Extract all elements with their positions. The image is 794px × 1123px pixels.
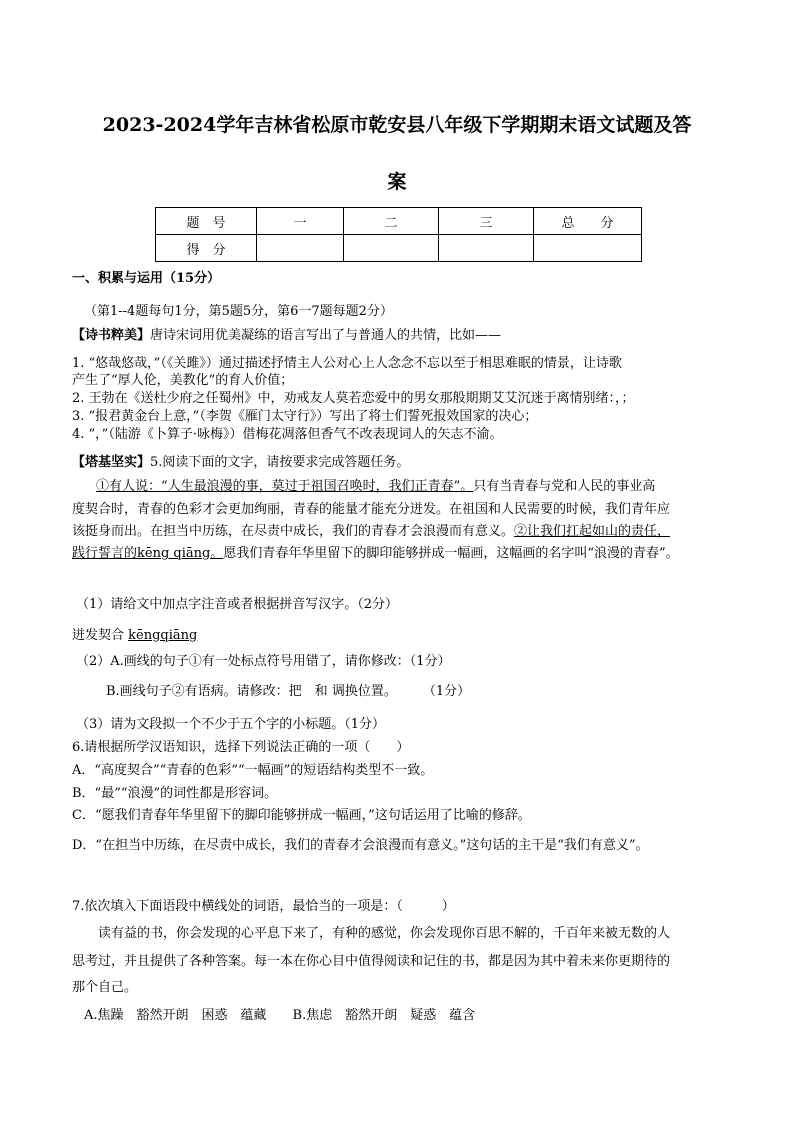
q5-2a: （2）A.画线的句子①有一处标点符号用错了，请你修改：（1分）	[76, 654, 451, 669]
item-1-cont: 产生了“厚人伦，美教化”的育人价值；	[72, 373, 294, 388]
passage-text: 只有当青春与党和人民的事业高	[473, 479, 656, 494]
q6-option-c: C．“愿我们青春年华里留下的脚印能够拼成一幅画，”这句话运用了比喻的修辞。	[72, 808, 531, 823]
table-header: 一	[257, 208, 344, 235]
score-table	[155, 207, 642, 262]
table-cell	[439, 235, 534, 262]
q6-option-a: A．“高度契合”“青春的色彩”“一幅画”的短语结构类型不一致。	[72, 763, 434, 778]
q5-1-words	[72, 628, 197, 644]
q7-stem: 7.依次填入下面语段中横线处的词语，最恰当的一项是：（ ）	[72, 899, 455, 914]
table-header: 二	[344, 208, 439, 235]
table-header: 总 分	[534, 208, 642, 235]
poetry-intro-text: 唐诗宋词用优美凝练的语言写出了与普通人的共情，比如——	[150, 328, 502, 343]
q6-option-b: B．“最”“浪漫”的词性都是形容词。	[72, 786, 278, 801]
q5-2b: B.画线句子②有语病。请修改：把 和 调换位置。 （1分）	[106, 684, 471, 699]
underlined-sentence-2-cont: 践行誓言的kēng qiāng。	[72, 546, 224, 561]
q5-3: （3）请为文段拟一个不少于五个字的小标题。（1分）	[76, 717, 386, 732]
passage-line-4	[72, 546, 679, 562]
passage-line-3	[72, 524, 670, 540]
words: 迸发契合	[72, 628, 129, 643]
underlined-sentence-1: ①有人说：“人生最浪漫的事，莫过于祖国召唤时，我们正青春”。	[96, 479, 474, 494]
doc-title: 2023-2024学年吉林省松原市乾安县八年级下学期期末语文试题及答	[102, 114, 692, 136]
table-header: 题 号	[156, 208, 257, 235]
pinyin: kēngqiāng	[128, 628, 198, 643]
q5-intro	[72, 455, 409, 471]
table-cell	[257, 235, 344, 262]
section-heading: 一、积累与运用（15分）	[72, 271, 221, 286]
item-2: 2. 王勃在《送杜少府之任蜀州》中，劝戒友人莫若恋爱中的男女那般期期艾艾沉迷于离情别绪：，；	[72, 391, 635, 406]
q5-1: （1）请给文中加点字注音或者根据拼音写汉字。（2分）	[76, 597, 399, 612]
table-cell	[344, 235, 439, 262]
item-3: 3. “报君黄金台上意，”（李贺《雁门太守行》）写出了将士们誓死报效国家的决心；	[72, 409, 538, 424]
scoring-note: （第1--4题每句1分，第5题5分，第6一7题每题2分）	[84, 304, 393, 319]
q6-option-d: D．“在担当中历练，在尽责中成长，我们的青春才会浪漫而有意义。”这句话的主干是“我们有意义”。	[72, 838, 649, 853]
doc-title-cont: 案	[387, 171, 407, 193]
item-4: 4. “，”（陆游《卜算子·咏梅》）借梅花凋落但香气不改表现词人的矢志不渝。	[72, 427, 503, 442]
table-header: 三	[439, 208, 534, 235]
passage-text: 愿我们青春年华里留下的脚印能够拼成一幅画，这幅画的名字叫“浪漫的青春”。	[223, 546, 679, 561]
passage-line-1	[96, 479, 655, 495]
item-1: 1. “悠哉悠哉，”（《关雎》）通过描述抒情主人公对心上人念念不忘以至于相思难眠的情景，让诗歌	[72, 356, 622, 371]
q6-stem: 6.请根据所学汉语知识，选择下列说法正确的一项（ ）	[72, 740, 410, 755]
passage-line-2: 度契合时，青春的色彩才会更加绚丽，青春的能量才能充分迸发。在祖国和人民需要的时候，我们青年应	[72, 502, 671, 517]
table-cell: 得 分	[156, 235, 257, 262]
q7-options: A.焦躁 豁然开朗 困惑 蕴藏 B.焦虑 豁然开朗 疑惑 蕴含	[84, 1008, 476, 1023]
table-cell	[534, 235, 642, 262]
passage-text: 该挺身而出。在担当中历练，在尽责中成长，我们的青春才会浪漫而有意义。	[72, 524, 515, 539]
q7-passage-2: 思考过，并且提供了各种答案。每一本在你心目中值得阅读和记住的书，都是因为其中着未来你更期待的	[72, 954, 671, 969]
q5-tag: 【塔基坚实】	[72, 455, 151, 470]
poetry-tag: 【诗书粹美】	[72, 328, 151, 343]
q5-intro-text: 5.阅读下面的文字，请按要求完成答题任务。	[150, 455, 410, 470]
q7-passage-1: 读有益的书，你会发现的心平息下来了，有种的感觉，你会发现你百思不解的，千百年来被无数的人	[72, 926, 671, 941]
underlined-sentence-2: ②让我们扛起如山的责任，	[514, 524, 671, 539]
poetry-intro	[72, 328, 501, 344]
q7-passage-3: 那个自己。	[72, 980, 138, 995]
